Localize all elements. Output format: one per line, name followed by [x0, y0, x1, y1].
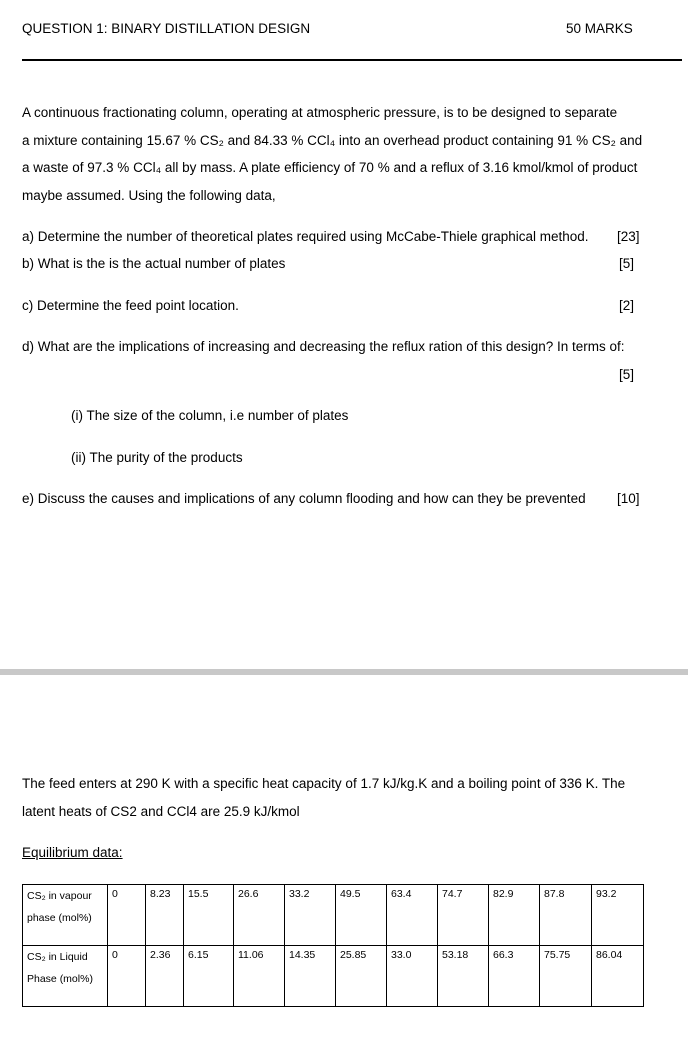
intro-line: a mixture containing 15.67 % CS₂ and 84.33 % CCl₄ into an overhead product containing 91 % CS₂ and — [22, 132, 643, 148]
header-marks: 50 MARKS — [566, 21, 633, 36]
question-d-sub-i: (i) The size of the column, i.e number of plates — [71, 408, 349, 423]
table-cell: 14.35 — [285, 946, 336, 1007]
table-cell: 66.3 — [489, 946, 540, 1007]
vapour-label-line2: phase (mol%) — [27, 912, 92, 924]
table-cell: 87.8 — [540, 885, 592, 946]
feed-line: latent heats of CS2 and CCl4 are 25.9 kJ/kmol — [22, 804, 300, 819]
header-divider — [22, 59, 682, 61]
table-cell: 74.7 — [438, 885, 489, 946]
feed-paragraph — [22, 770, 652, 826]
table-cell: 75.75 — [540, 946, 592, 1007]
question-d-marks: [5] — [619, 367, 635, 382]
table-cell: 6.15 — [184, 946, 234, 1007]
table-row-vapour — [23, 885, 644, 946]
table-cell: 33.2 — [285, 885, 336, 946]
table-cell: 26.6 — [234, 885, 285, 946]
page-break-band — [0, 669, 688, 675]
question-b: b) What is the is the actual number of plates — [22, 256, 286, 271]
table-cell: 82.9 — [489, 885, 540, 946]
table-cell: 11.06 — [234, 946, 285, 1007]
question-a-marks: [23] — [617, 229, 640, 244]
liquid-label-line1: CS₂ in Liquid — [27, 951, 88, 963]
table-cell: 15.5 — [184, 885, 234, 946]
equilibrium-title: Equilibrium data: — [22, 845, 123, 860]
vapour-label-line1: CS₂ in vapour — [27, 890, 92, 902]
feed-line: The feed enters at 290 K with a specific heat capacity of 1.7 kJ/kg.K and a boiling point of 336 K. The — [22, 776, 626, 791]
liquid-label-line2: Phase (mol%) — [27, 973, 93, 985]
vapour-row-header — [23, 885, 108, 946]
question-d-sub-ii: (ii) The purity of the products — [71, 450, 243, 465]
table-cell: 8.23 — [146, 885, 184, 946]
table-cell: 49.5 — [336, 885, 387, 946]
table-row-liquid — [23, 946, 644, 1007]
intro-line: maybe assumed. Using the following data, — [22, 187, 276, 203]
table-cell: 63.4 — [387, 885, 438, 946]
intro-line: a waste of 97.3 % CCl₄ all by mass. A plate efficiency of 70 % and a reflux of 3.16 kmol/kmol of product — [22, 160, 638, 175]
table-cell: 86.04 — [592, 946, 644, 1007]
table-cell: 93.2 — [592, 885, 644, 946]
question-b-marks: [5] — [619, 256, 635, 271]
table-cell: 25.85 — [336, 946, 387, 1007]
intro-line: A continuous fractionating column, operating at atmospheric pressure, is to be designed to separate — [22, 105, 618, 120]
equilibrium-table — [22, 884, 644, 1007]
header-title: QUESTION 1: BINARY DISTILLATION DESIGN — [22, 21, 311, 36]
table-cell: 0 — [108, 885, 146, 946]
table-cell: 33.0 — [387, 946, 438, 1007]
table-cell: 2.36 — [146, 946, 184, 1007]
intro-paragraph — [22, 99, 652, 209]
table-cell: 53.18 — [438, 946, 489, 1007]
question-c: c) Determine the feed point location. — [22, 298, 239, 313]
question-a: a) Determine the number of theoretical plates required using McCabe-Thiele graphical method. — [22, 229, 589, 244]
question-e-marks: [10] — [617, 491, 640, 506]
question-c-marks: [2] — [619, 298, 635, 313]
liquid-row-header — [23, 946, 108, 1007]
question-e: e) Discuss the causes and implications of any column flooding and how can they be prevented — [22, 491, 586, 506]
question-d: d) What are the implications of increasing and decreasing the reflux ration of this design? In terms of: — [22, 339, 625, 354]
table-cell: 0 — [108, 946, 146, 1007]
